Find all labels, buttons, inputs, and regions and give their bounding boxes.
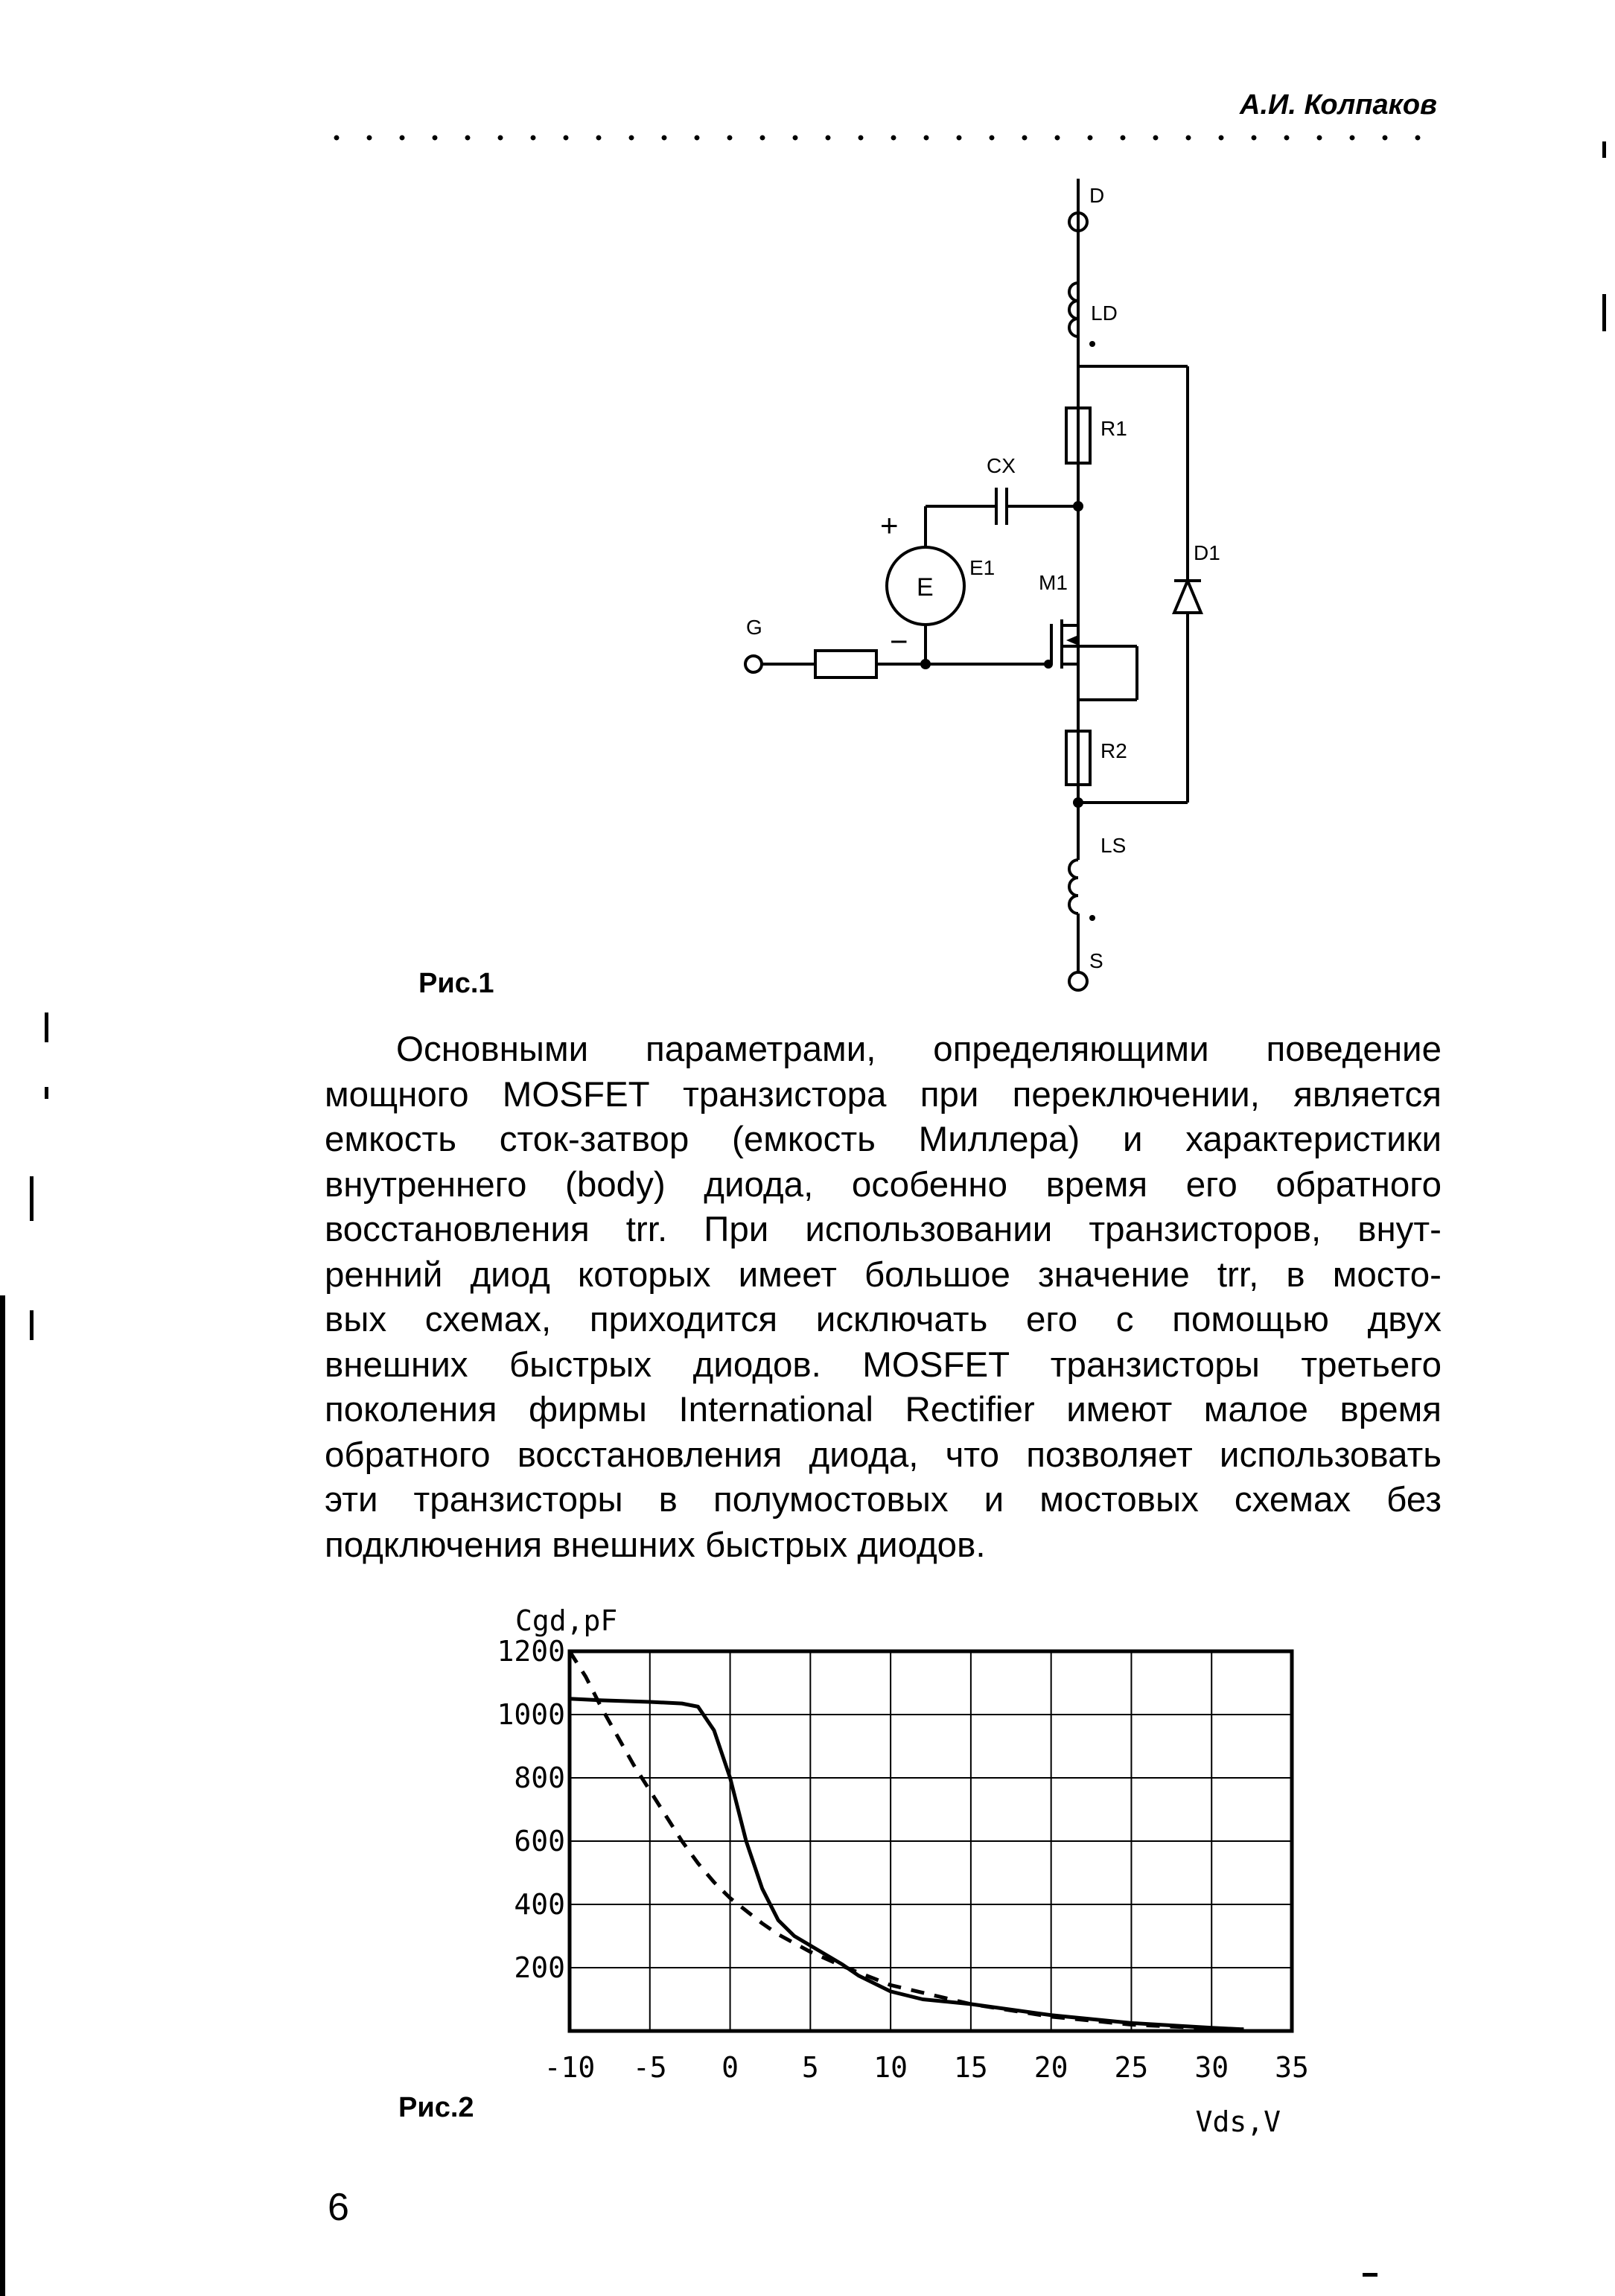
m1-label: M1: [1039, 571, 1068, 594]
x-tick-label: -5: [632, 2051, 667, 2084]
y-tick-label: 1000: [497, 1698, 565, 1731]
e-symbol: E: [917, 573, 934, 602]
scan-mark: [30, 1176, 34, 1221]
e1-label: E1: [969, 556, 996, 579]
y-tick-label: 400: [514, 1888, 565, 1921]
figure1-caption: Рис.1: [418, 968, 494, 999]
series-line-solid: [570, 1699, 1243, 2029]
x-axis-label: Vds,V: [1195, 2105, 1281, 2137]
x-tick-label: 5: [801, 2051, 819, 2084]
body-line: обратного восстановления диода, что позволяет использовать: [325, 1435, 1442, 1475]
x-tick-label: -10: [544, 2051, 596, 2084]
body-line: ренний диод которых имеет большое значение trr, в мосто-: [325, 1254, 1442, 1295]
source-label: S: [1089, 949, 1103, 972]
ls-inductor: [1069, 860, 1078, 913]
d1-label: D1: [1194, 541, 1220, 564]
y-tick-label: 600: [514, 1825, 565, 1857]
circuit-diagram: [730, 179, 1266, 1005]
y-tick-label: 200: [514, 1951, 565, 1984]
body-line: вых схемах, приходится исключать его с помощью двух: [325, 1300, 1442, 1339]
scan-mark: [1602, 294, 1606, 331]
body-line: поколения фирмы International Rectifier имеют малое время: [325, 1390, 1442, 1429]
body-line: восстановления trr. При использовании транзисторов, внут-: [325, 1210, 1442, 1249]
scan-mark: [30, 1310, 34, 1340]
plus-sign: +: [880, 508, 899, 543]
x-tick-label: 10: [873, 2051, 908, 2084]
scan-mark: [0, 1295, 5, 2296]
dotted-rule: [320, 134, 1437, 141]
drain-label: D: [1089, 184, 1105, 207]
body-line: внешних быстрых диодов. MOSFET транзисторы третьего: [325, 1345, 1442, 1385]
cgd-vds-chart: [462, 1601, 1318, 2137]
source-terminal: [1069, 972, 1087, 990]
x-tick-label: 20: [1033, 2051, 1068, 2084]
ld-label: LD: [1091, 302, 1118, 325]
x-tick-label: 30: [1194, 2051, 1229, 2084]
y-axis-label: Cgd,pF: [515, 1604, 618, 1637]
body-line: внутреннего (body) диода, особенно время его обратного: [325, 1164, 1442, 1205]
ls-label: LS: [1100, 834, 1127, 857]
d1-diode: [1174, 581, 1201, 613]
y-tick-label: 1200: [497, 1635, 565, 1668]
x-tick-label: 0: [722, 2051, 739, 2084]
body-line: эти транзисторы в полумостовых и мостовых схемах без: [325, 1480, 1442, 1519]
r1-label: R1: [1100, 417, 1127, 440]
body-line: Основными параметрами, определяющими поведение: [396, 1030, 1442, 1069]
series-line-dashed: [570, 1651, 1243, 2029]
scan-mark: [45, 1087, 48, 1099]
cx-label: CX: [987, 454, 1016, 477]
scan-mark: [1363, 2273, 1377, 2277]
page-number: 6: [328, 2186, 349, 2229]
body-paragraph: [325, 1027, 1442, 1568]
gate-resistor: [815, 651, 876, 677]
body-line: подключения внешних быстрых диодов.: [325, 1525, 986, 1565]
r2-label: R2: [1100, 739, 1127, 762]
scan-mark: [1602, 141, 1606, 158]
body-line: мощного MOSFET транзистора при переключении, является: [325, 1074, 1442, 1114]
scan-mark: [45, 1013, 48, 1042]
y-tick-label: 800: [514, 1761, 565, 1794]
figure2-caption: Рис.2: [398, 2092, 474, 2123]
gate-terminal: [745, 656, 762, 672]
body-line: емкость сток-затвор (емкость Миллера) и характеристики: [325, 1120, 1442, 1159]
x-tick-label: 25: [1114, 2051, 1149, 2084]
x-tick-label: 35: [1275, 2051, 1309, 2084]
author-header: А.И. Колпаков: [1240, 89, 1437, 121]
gate-label: G: [746, 616, 762, 639]
x-tick-label: 15: [954, 2051, 988, 2084]
minus-sign: −: [890, 624, 908, 659]
